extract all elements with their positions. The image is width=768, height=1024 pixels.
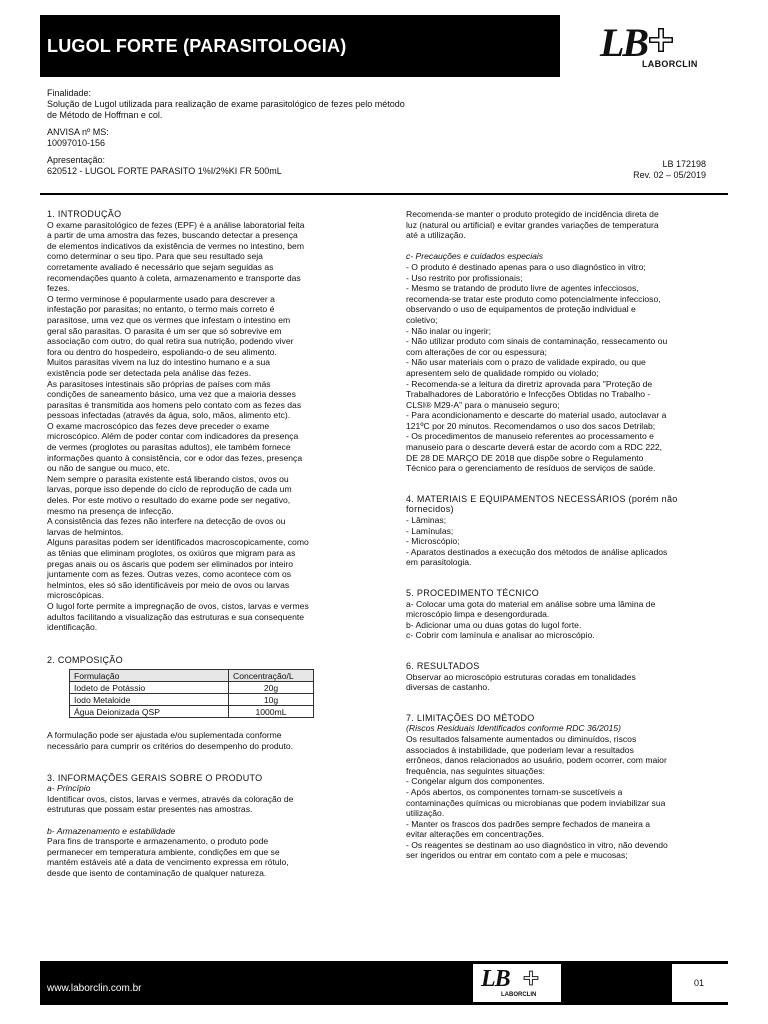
- text-line: Identificar ovos, cistos, larvas e vermes, através da coloração de: [47, 793, 294, 804]
- left-column: [47, 209, 361, 878]
- procedure-body: [406, 599, 720, 641]
- text-line: larvas, porque isso depende do ciclo de reprodução de cada um: [47, 484, 292, 495]
- composition-table: [69, 669, 314, 718]
- text-line: adultos facilitando a visualização das estruturas e sua consequente: [47, 611, 305, 622]
- text-line: com alterações de cor ou espessura;: [406, 346, 547, 357]
- text-line: informações quanto à consistência, cor e odor das fezes, presença: [47, 452, 303, 463]
- text-line: - Os procedimentos de manuseio referentes ao processamento e: [406, 431, 654, 442]
- results-body: [406, 672, 720, 693]
- text-line: O exame parasitológico de fezes (EPF) é a análise laboratorial feita: [47, 219, 305, 230]
- text-line: pessoas infectadas (através da água, solo, mãos, alimento etc).: [47, 410, 291, 421]
- text-line: manuseio para o descarte deverá estar de acordo com a RDC 222,: [406, 442, 663, 453]
- text-line: geral são parasitas. O parasita é um ser que só sobrevive em: [47, 325, 282, 336]
- text-line: 121ºC por 20 minutos. Recomendamos o uso dos sacos Detrilab;: [406, 420, 656, 431]
- intro-body: [47, 220, 361, 633]
- text-line: - Não utilizar produto com sinais de contaminação, ressecamento ou: [406, 336, 668, 347]
- document-title: LUGOL FORTE (PARASITOLOGIA): [47, 36, 347, 56]
- website-link[interactable]: www.laborclin.com.br: [47, 983, 142, 994]
- text-line: - Não usar materiais com o prazo de validade expirado, ou que: [406, 357, 646, 368]
- apresentacao-label: Apresentação:: [47, 155, 106, 165]
- text-line: - Manter os frascos dos padrões sempre fechados de maneira a: [406, 818, 651, 829]
- text-line: A formulação pode ser ajustada e/ou suplementada conforme: [47, 730, 282, 741]
- text-line: corretamente avaliado é necessário que sejam seguidas as: [47, 261, 274, 272]
- finalidade-label: Finalidade:: [47, 88, 92, 98]
- text-line: Observar ao microscópio estruturas coradas em tonalidades: [406, 671, 636, 682]
- apresentacao-value: 620512 - LUGOL FORTE PARASITO 1%I/2%KI FR 500mL: [47, 166, 282, 176]
- text-line: em parasitologia.: [406, 557, 472, 568]
- logo-name: LABORCLIN: [642, 59, 698, 69]
- text-line: microscópico. Além de poder contar com indicadores da presença: [47, 431, 299, 442]
- text-line: - Para acondicionamento e descarte do material usado, autoclavar a: [406, 410, 667, 421]
- text-line: O termo verminose é popularmente usado para descrever a: [47, 293, 275, 304]
- lb-code: LB 172198: [662, 159, 706, 169]
- text-line: recomenda-se tratar este produto como potencialmente infeccioso,: [406, 293, 661, 304]
- text-line: - Lâminas;: [406, 515, 447, 526]
- text-line: ou não de sangue ou muco, etc.: [47, 463, 170, 474]
- text-line: Os resultados falsamente aumentados ou diminuídos, riscos: [406, 733, 637, 744]
- limitations-body: [406, 734, 720, 861]
- text-line: diversas de castanho.: [406, 682, 490, 693]
- text-line: pregas anais ou os áscaris que podem ser eliminados por inteiro: [47, 558, 294, 569]
- table-cell: 10g: [229, 694, 314, 706]
- column-header: Formulação: [70, 670, 229, 682]
- footer-logo: [473, 964, 561, 1002]
- text-line: associados à instabilidade, que poderiam levar a resultados: [406, 744, 634, 755]
- text-line: Técnico para o gerenciamento de resíduos de serviços de saúde.: [406, 463, 656, 474]
- text-line: - Lamínulas;: [406, 525, 454, 536]
- section-title-continued: fornecidos): [406, 504, 454, 515]
- text-line: de vermes (proglotes ou parasitas adultos), ele também fornece: [47, 442, 291, 453]
- text-line: evitar alterações em concentrações.: [406, 829, 545, 840]
- text-line: permanecer em temperatura ambiente, condições em que se: [47, 846, 280, 857]
- text-line: - Não inalar ou ingerir;: [406, 325, 492, 336]
- text-line: - Aparatos destinados a execução dos métodos de análise aplicados: [406, 546, 668, 557]
- section-title: 1. INTRODUÇÃO: [47, 209, 122, 219]
- text-line: a partir de uma amostra das fezes, buscando detectar a presença: [47, 230, 298, 241]
- section-title: 5. PROCEDIMENTO TÉCNICO: [406, 588, 540, 598]
- subsection-title: b- Armazenamento e estabilidade: [47, 825, 176, 836]
- text-line: mesmo na presença de infecção.: [47, 505, 174, 516]
- column-header: Concentração/L: [229, 670, 314, 682]
- text-line: frequência, nas seguintes situações:: [406, 765, 546, 776]
- laborclin-logo: [560, 15, 728, 77]
- text-line: até a utilização.: [406, 230, 466, 241]
- storage-continued: [406, 209, 720, 241]
- table-row: [70, 682, 314, 694]
- text-line: infestação por parasitas; no entanto, o termo mais correto é: [47, 304, 275, 315]
- text-line: fora ou dentro do hospedeiro, espoliando-o de seu alimento.: [47, 346, 277, 357]
- table-row: [70, 694, 314, 706]
- text-line: As parasitoses intestinais são próprias de países com más: [47, 378, 271, 389]
- right-column: [406, 209, 720, 861]
- text-line: parasitose, uma vez que os vermes que infestam o intestino em: [47, 314, 291, 325]
- text-line: observando o uso de equipamentos de proteção individual e: [406, 304, 636, 315]
- text-line: - Uso restrito por profissionais;: [406, 272, 523, 283]
- text-line: contaminações químicas ou microbianas que podem inviabilizar sua: [406, 797, 666, 808]
- text-line: larvas de helmintos.: [47, 526, 124, 537]
- text-line: Nem sempre o parasita existente está liberando cistos, ovos ou: [47, 473, 289, 484]
- finalidade-text-1: Solução de Lugol utilizada para realização de exame parasitológico de fezes pelo método: [47, 99, 405, 109]
- table-row: [70, 706, 314, 718]
- principle-body: [47, 794, 361, 815]
- section-title: 7. LIMITAÇÕES DO MÉTODO: [406, 712, 535, 723]
- finalidade-text-2: de Método de Hoffman e col.: [47, 110, 163, 120]
- subsection-title: a- Princípio: [47, 783, 91, 794]
- text-line: mantém estáveis até a data de vencimento expressa em rótulo,: [47, 857, 289, 868]
- table-cell: Água Deionizada QSP: [70, 706, 229, 718]
- divider: [40, 193, 728, 195]
- text-line: utilização.: [406, 808, 445, 819]
- text-line: - Congelar algum dos componentes.: [406, 776, 545, 787]
- table-cell: 20g: [229, 682, 314, 694]
- text-line: - Os reagentes se destinam ao uso diagnóstico in vitro, não devendo: [406, 839, 668, 850]
- text-line: c- Cobrir com lamínula e analisar ao microscópio.: [406, 630, 595, 641]
- text-line: juntamente com as fezes. Outras vezes, como acontece com os: [47, 569, 292, 580]
- composition-note: [47, 730, 361, 751]
- text-line: b- Adicionar uma ou duas gotas do lugol forte.: [406, 619, 582, 630]
- text-line: Muitos parasitas vivem na luz do intestino humano e a sua: [47, 357, 271, 368]
- meta-block: [47, 88, 607, 177]
- text-line: parasitas é transmitida aos homens pelo contato com as fezes das: [47, 399, 302, 410]
- section-title: 6. RESULTADOS: [406, 660, 480, 671]
- materials-body: [406, 515, 720, 568]
- text-line: O exame macroscópico das fezes deve preceder o exame: [47, 420, 270, 431]
- text-line: ser ingeridos ou entrar em contato com a pele e mucosas;: [406, 850, 628, 861]
- text-line: de elementos indicativos da existência de vermes no intestino, bem: [47, 240, 304, 251]
- section-title: 2. COMPOSIÇÃO: [47, 654, 123, 665]
- text-line: a- Colocar uma gota do material em análise sobre uma lâmina de: [406, 598, 656, 609]
- text-line: as tênias que eliminam proglotes, os oxiúros que migram para as: [47, 548, 296, 558]
- text-line: A consistência das fezes não interfere na detecção de ovos ou: [47, 516, 286, 527]
- table-cell: Iodeto de Potássio: [70, 682, 229, 694]
- storage-body: [47, 836, 361, 878]
- text-line: coletivo;: [406, 314, 438, 325]
- text-line: - Após abertos, os componentes tornam-se suscetíveis a: [406, 786, 623, 797]
- text-line: existência pode ser detectada pela análise das fezes.: [47, 367, 251, 378]
- text-line: - Mesmo se tratando de produto livre de agentes infecciosos,: [406, 283, 639, 294]
- table-cell: Iodo Metaloide: [70, 694, 229, 706]
- text-line: como determinar o seu tipo. Para que seu resultado seja: [47, 251, 263, 262]
- logo-mark: LB: [600, 20, 648, 65]
- table-header-row: [70, 670, 314, 682]
- text-line: microscópio limpa e desengordurada.: [406, 609, 550, 620]
- cross-icon: [523, 970, 539, 986]
- text-line: desde que isento de contaminação de qualquer natureza.: [47, 867, 267, 878]
- table-cell: 1000mL: [229, 706, 314, 718]
- text-line: CLSI® M29-A" para o manuseio seguro;: [406, 399, 560, 410]
- text-line: Alguns parasitas podem ser identificados macroscopicamente, como: [47, 537, 309, 548]
- text-line: deles. Por este motivo o resultado do exame pode ser negativo,: [47, 495, 291, 506]
- text-line: - Recomenda-se a leitura da diretriz aprovada para "Proteção de: [406, 378, 653, 389]
- section-title: 4. MATERIAIS E EQUIPAMENTOS NECESSÁRIOS (porém não: [406, 493, 678, 504]
- text-line: microscópicas.: [47, 590, 104, 601]
- anvisa-label: ANVISA nº MS:: [47, 127, 109, 137]
- text-line: condições de saneamento básico, uma vez que a maioria desses: [47, 389, 296, 400]
- page-number: 01: [694, 978, 705, 988]
- section-title: 3. INFORMAÇÕES GERAIS SOBRE O PRODUTO: [47, 772, 263, 783]
- text-line: identificação.: [47, 622, 98, 633]
- footer-bar: [40, 961, 728, 1005]
- text-line: - O produto é destinado apenas para o uso diagnóstico in vitro;: [406, 261, 646, 272]
- text-line: associação com outro, do qual retira sua nutrição, podendo viver: [47, 336, 294, 347]
- text-line: luz (natural ou artificial) e evitar grandes variações de temperatura: [406, 219, 659, 230]
- text-line: fezes.: [47, 283, 70, 294]
- subsection-title: c- Precauções e cuidados especiais: [406, 251, 544, 262]
- revision-block: [600, 159, 706, 181]
- text-line: Para fins de transporte e armazenamento, o produto pode: [47, 836, 269, 847]
- text-line: recomendações quanto à coleta, armazenamento e transporte das: [47, 272, 301, 283]
- text-line: apresentem selo de qualidade rompido ou violado;: [406, 367, 599, 378]
- text-line: estruturas que possam estar presentes nas amostras.: [47, 804, 253, 815]
- cross-icon: [648, 27, 674, 53]
- precautions-body: [406, 262, 720, 474]
- text-line: DE 28 DE MARÇO DE 2018 que dispõe sobre o Regulamento: [406, 452, 644, 463]
- text-line: O lugol forte permite a impregnação de ovos, cistos, larvas e vermes: [47, 600, 309, 611]
- logo-name: LABORCLIN: [501, 992, 537, 998]
- text-line: Recomenda-se manter o produto protegido de incidência direta de: [406, 209, 659, 219]
- subsection-title: (Riscos Residuais Identificados conforme RDC 36/2015): [406, 723, 621, 734]
- text-line: Trabalhadores de Laboratório e Infecções Obtidas no Trabalho -: [406, 389, 651, 400]
- text-line: - Microscópio;: [406, 536, 460, 547]
- revision: Rev. 02 – 05/2019: [633, 170, 706, 180]
- text-line: helmintos, eles só são identificáveis por meio de ovos ou larvas: [47, 579, 290, 590]
- text-line: errôneos, danos relacionados ao usuário, podem ocorrer, com maior: [406, 755, 667, 766]
- logo-mark: LB: [481, 966, 510, 992]
- text-line: necessário para cumprir os critérios do desempenho do produto.: [47, 740, 294, 751]
- anvisa-value: 10097010-156: [47, 138, 106, 148]
